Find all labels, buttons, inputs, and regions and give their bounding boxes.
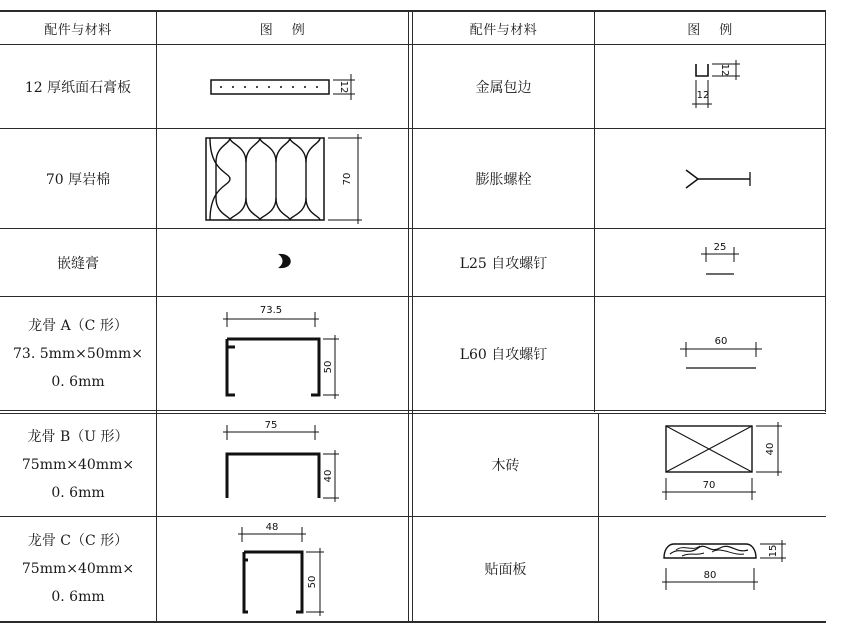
item-rock-wool: 70 厚岩棉 [45,171,111,188]
keel-b-line1: 龙骨 B（U 形） [27,429,129,445]
dim-metal-edge-width: 12 [696,90,710,101]
metal-edge-figure [690,58,760,114]
item-expansion-bolt: 膨胀螺栓 [475,171,532,188]
header-legend-right: 图 例 [687,22,733,38]
keel-c-line2: 75mm×40mm× [21,561,135,577]
item-gypsum-board: 12 厚纸面石膏板 [24,79,132,96]
keel-a-line2: 73. 5mm×50mm× [13,345,143,362]
rule-bottom [0,621,826,623]
rule-col2a [408,10,409,623]
dim-gypsum: 12 [338,80,349,94]
item-wood-brick: 木砖 [491,458,520,474]
item-screw-l25: L25 自攻螺钉 [459,255,548,272]
rule-col1 [156,10,157,623]
screw-l25-figure [697,238,747,282]
rule-col3 [594,10,595,412]
veneer-board-figure [660,538,790,594]
header-item-left: 配件与材料 [44,22,112,38]
item-keel-c [0,517,156,621]
dim-keel-a-width: 73.5 [259,305,283,316]
dim-screw-l60: 60 [714,336,728,347]
item-keel-b [0,414,156,516]
caulk-figure [272,250,302,274]
dim-screw-l25: 25 [713,242,727,253]
keel-b-figure [215,418,355,510]
item-caulk: 嵌缝膏 [57,255,99,272]
rule-row4 [0,410,826,411]
dim-wood-brick-width: 70 [702,480,716,491]
rock-wool-figure [200,132,375,224]
dim-keel-b-height: 40 [323,469,334,483]
keel-c-line3: 0. 6mm [51,589,105,605]
rule-right [825,10,826,412]
dim-wood-brick-height: 40 [765,442,776,456]
dim-veneer-width: 80 [703,570,717,581]
keel-c-figure [232,520,342,620]
dim-keel-a-height: 50 [323,360,334,374]
dim-rock-wool: 70 [342,172,353,186]
header-item-right: 配件与材料 [469,22,538,38]
dim-veneer-height: 15 [768,544,779,558]
item-screw-l60: L60 自攻螺钉 [459,346,548,363]
dim-metal-edge-height: 12 [719,63,730,77]
header-legend-left: 图 例 [259,22,306,38]
keel-a-line3: 0. 6mm [51,373,105,390]
expansion-bolt-figure [680,166,760,192]
wood-brick-figure [660,420,790,504]
dim-keel-b-width: 75 [264,420,278,431]
keel-a-line1: 龙骨 A（C 形） [28,317,128,334]
item-keel-a [0,297,156,410]
dim-keel-c-height: 50 [307,575,318,589]
keel-b-line3: 0. 6mm [51,485,105,501]
dim-keel-c-width: 48 [265,522,279,533]
keel-c-line1: 龙骨 C（C 形） [27,533,129,549]
keel-a-figure [215,303,355,407]
item-metal-edge: 金属包边 [475,79,532,96]
item-veneer-board: 贴面板 [484,562,527,578]
keel-b-line2: 75mm×40mm× [21,457,135,473]
gypsum-board-figure [205,70,365,106]
rule-col3-lower [598,413,599,623]
screw-l60-figure [678,332,768,376]
